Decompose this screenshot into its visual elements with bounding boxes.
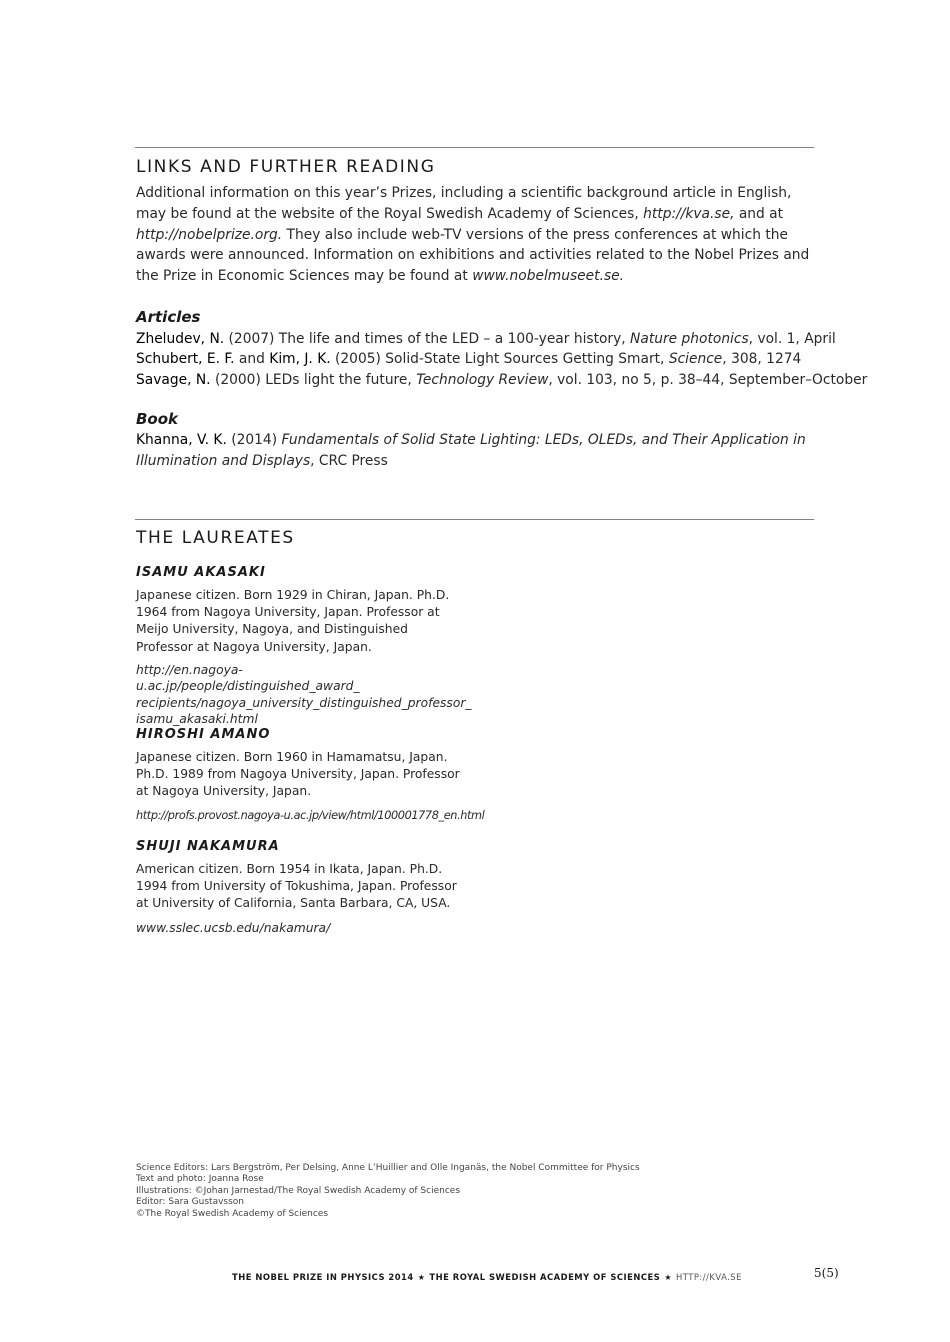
laureate-link[interactable]: http://profs.provost.nagoya-u.ac.jp/view/html/100001778_en.html bbox=[136, 809, 485, 822]
page-footer bbox=[232, 1272, 742, 1282]
laureate-bio: Japanese citizen. Born 1960 in Hamamatsu, Japan. Ph.D. 1989 from Nagoya University, Japan. Professor at Nagoya University, Japan. bbox=[136, 750, 460, 799]
page-number: 5(5) bbox=[814, 1266, 839, 1280]
credit-line: Editor: Sara Gustavsson bbox=[136, 1197, 244, 1208]
footer-academy: THE ROYAL SWEDISH ACADEMY OF SCIENCES bbox=[429, 1272, 661, 1282]
article-author: Zheludev, N. bbox=[136, 331, 225, 347]
article-author: Savage, N. bbox=[136, 372, 211, 388]
credits bbox=[136, 1163, 640, 1220]
kva-link[interactable]: http://kva.se, bbox=[643, 205, 735, 222]
footer-url[interactable]: HTTP://KVA.SE bbox=[675, 1272, 742, 1282]
section-divider-links bbox=[135, 147, 814, 148]
footer-prize: THE NOBEL PRIZE IN PHYSICS 2014 bbox=[232, 1272, 414, 1282]
article-ref: Schubert, E. F. and Kim, J. K. (2005) Solid-State Light Sources Getting Smart, Science, 308, 1274 bbox=[136, 351, 802, 367]
article-ref: Savage, N. (2000) LEDs light the future, Technology Review, vol. 103, no 5, p. 38–44, September–October bbox=[136, 372, 868, 388]
article-journal: Science bbox=[668, 351, 723, 367]
book-heading: Book bbox=[136, 410, 179, 428]
laureate-name: SHUJI NAKAMURA bbox=[136, 839, 280, 854]
nobelmuseet-link[interactable]: www.nobelmuseet.se. bbox=[472, 268, 625, 285]
laureate-bio: Japanese citizen. Born 1929 in Chiran, Japan. Ph.D. 1964 from Nagoya University, Japan. Professor at Meijo University, Nagoya, and Distinguished Professor at Nagoya University, Japan. bbox=[136, 588, 450, 654]
links-text-b: and at bbox=[734, 205, 784, 222]
links-text-a: Additional information on this year’s Prizes, including a scientific background article in English, may be found at the website of the Royal Swedish Academy of Sciences, bbox=[136, 185, 792, 222]
book-ref: Khanna, V. K. (2014) Fundamentals of Solid State Lighting: LEDs, OLEDs, and Their Application in Illumination and Displays, CRC Press bbox=[136, 432, 806, 469]
book-title: Fundamentals of Solid State Lighting: LEDs, OLEDs, and Their Application in Illumination and Displays bbox=[136, 432, 806, 469]
article-author: Schubert, E. F. bbox=[136, 351, 235, 367]
section-divider-laureates bbox=[135, 519, 814, 520]
star-icon: ★ bbox=[664, 1273, 672, 1282]
nobelprize-link[interactable]: http://nobelprize.org. bbox=[136, 226, 283, 243]
article-ref: Zheludev, N. (2007) The life and times of the LED – a 100-year history, Nature photonics, vol. 1, April bbox=[136, 331, 836, 347]
article-journal: Technology Review bbox=[416, 372, 549, 388]
laureates-heading: THE LAUREATES bbox=[136, 528, 295, 548]
links-paragraph bbox=[136, 183, 816, 287]
laureate-link[interactable]: http://en.nagoya-u.ac.jp/people/distinguished_award_ recipients/nagoya_university_distinguished_professor_ isamu_akasaki.html bbox=[136, 663, 472, 727]
article-author: Kim, J. K. bbox=[269, 351, 331, 367]
book-author: Khanna, V. K. bbox=[136, 432, 227, 448]
credit-line: ©The Royal Swedish Academy of Sciences bbox=[136, 1208, 329, 1219]
credit-line: Illustrations: ©Johan Jarnestad/The Royal Swedish Academy of Sciences bbox=[136, 1185, 461, 1196]
articles-heading: Articles bbox=[136, 308, 201, 326]
links-heading: LINKS AND FURTHER READING bbox=[136, 157, 436, 177]
article-journal: Nature photonics bbox=[630, 331, 749, 347]
credit-line: Text and photo: Joanna Rose bbox=[136, 1174, 264, 1185]
links-text-c: They also include web-TV versions of the press conferences at which the awards were announced. Information on exhibitions and activities related to the Nobel Prizes and the Prize in Economic Sciences may be found at bbox=[136, 226, 810, 285]
laureate-bio: American citizen. Born 1954 in Ikata, Japan. Ph.D. 1994 from University of Tokushima, Japan. Professor at University of California, Santa Barbara, CA, USA. bbox=[136, 862, 457, 911]
laureate-name: ISAMU AKASAKI bbox=[136, 565, 266, 580]
star-icon: ★ bbox=[417, 1273, 426, 1282]
laureate-name: HIROSHI AMANO bbox=[136, 727, 271, 742]
credit-line: Science Editors: Lars Bergström, Per Delsing, Anne L’Huillier and Olle Inganäs, the Nobel Committee for Physics bbox=[136, 1163, 640, 1173]
laureate-link[interactable]: www.sslec.ucsb.edu/nakamura/ bbox=[136, 921, 331, 935]
